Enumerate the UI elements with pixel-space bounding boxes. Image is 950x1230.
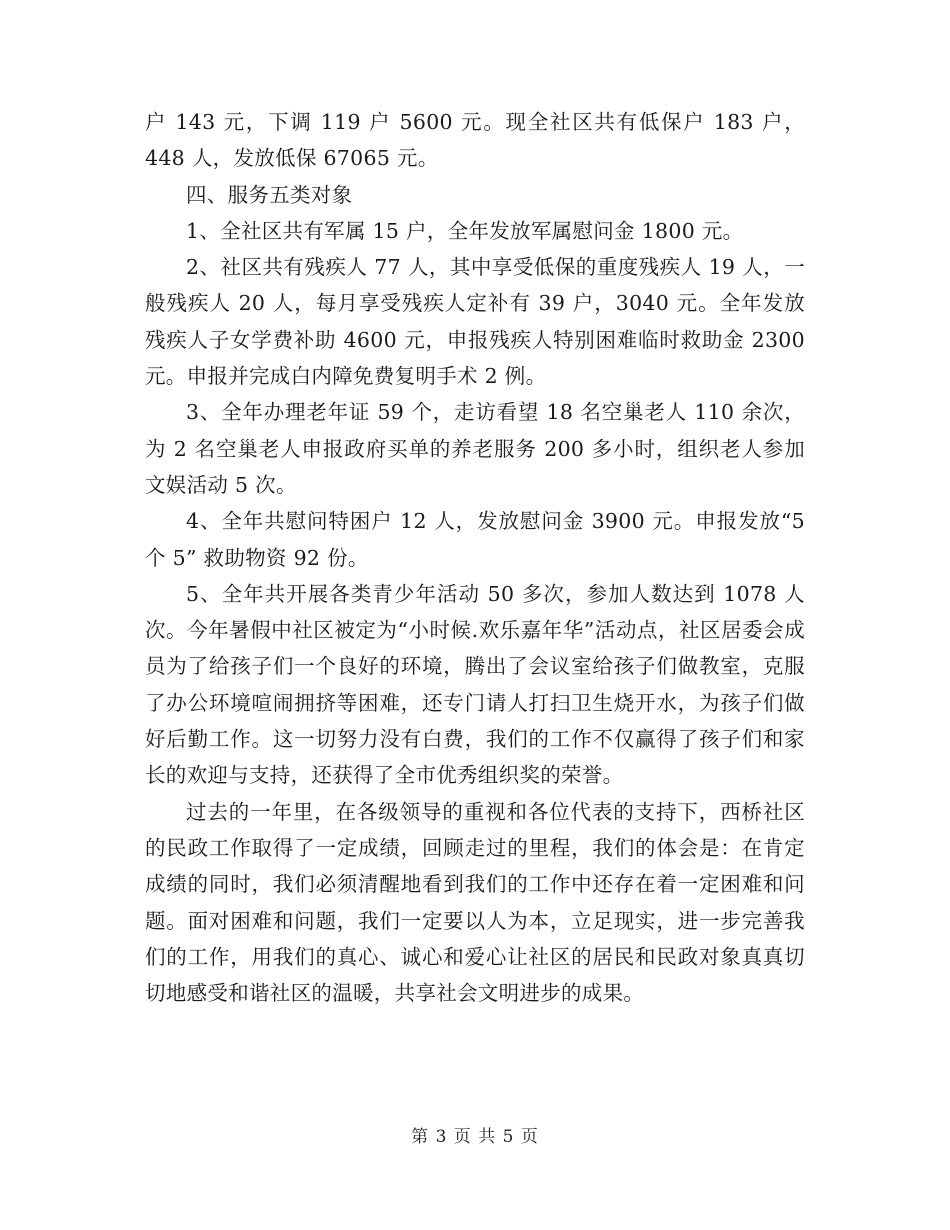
- paragraph-disabled-persons: 2、社区共有残疾人 77 人，其中享受低保的重度残疾人 19 人，一般残疾人 20 人，每月享受残疾人定补有 39 户，3040 元。全年发放残疾人子女学费补助 4600 元，申报残疾人特别困难临时救助金 2300 元。申报并完成白内障免费复明手术 2 例。: [145, 255, 805, 389]
- paragraph-youth-activities: 5、全年共开展各类青少年活动 50 多次，参加人数达到 1078 人次。今年暑假中社区被定为“小时候.欢乐嘉年华”活动点，社区居委会成员为了给孩子们一个良好的环境，腾出了会议室给孩子们做教室，克服了办公环境喧闹拥挤等困难，还专门请人打扫卫生烧开水，为孩子们做好后勤工作。这一切努力没有白费，我们的工作不仅赢得了孩子们和家长的欢迎与支持，还获得了全市优秀组织奖的荣誉。: [145, 581, 805, 788]
- paragraph-conclusion: 过去的一年里，在各级领导的重视和各位代表的支持下，西桥社区的民政工作取得了一定成绩，回顾走过的里程，我们的体会是：在肯定成绩的同时，我们必须清醒地看到我们的工作中还存在着一定困难和问题。面对困难和问题，我们一定要以人为本，立足现实，进一步完善我们的工作，用我们的真心、诚心和爱心让社区的居民和民政对象真真切切地感受和谐社区的温暖，共享社会文明进步的成果。: [145, 799, 805, 1006]
- paragraph-elderly: 3、全年办理老年证 59 个，走访看望 18 名空巢老人 110 余次，为 2 名空巢老人申报政府买单的养老服务 200 多小时，组织老人参加文娱活动 5 次。: [145, 400, 805, 497]
- document-body: [145, 104, 805, 1011]
- paragraph-poor-households: 4、全年共慰问特困户 12 人，发放慰问金 3900 元。申报发放“5 个 5” 救助物资 92 份。: [145, 509, 805, 570]
- page-footer: 第 3 页 共 5 页: [411, 1127, 539, 1147]
- section-heading-five-groups: 四、服务五类对象: [186, 182, 353, 207]
- paragraph-military-families: 1、全社区共有军属 15 户，全年发放军属慰问金 1800 元。: [186, 218, 744, 243]
- paragraph-low-income-summary: 户 143 元，下调 119 户 5600 元。现全社区共有低保户 183 户，448 人，发放低保 67065 元。: [145, 110, 805, 171]
